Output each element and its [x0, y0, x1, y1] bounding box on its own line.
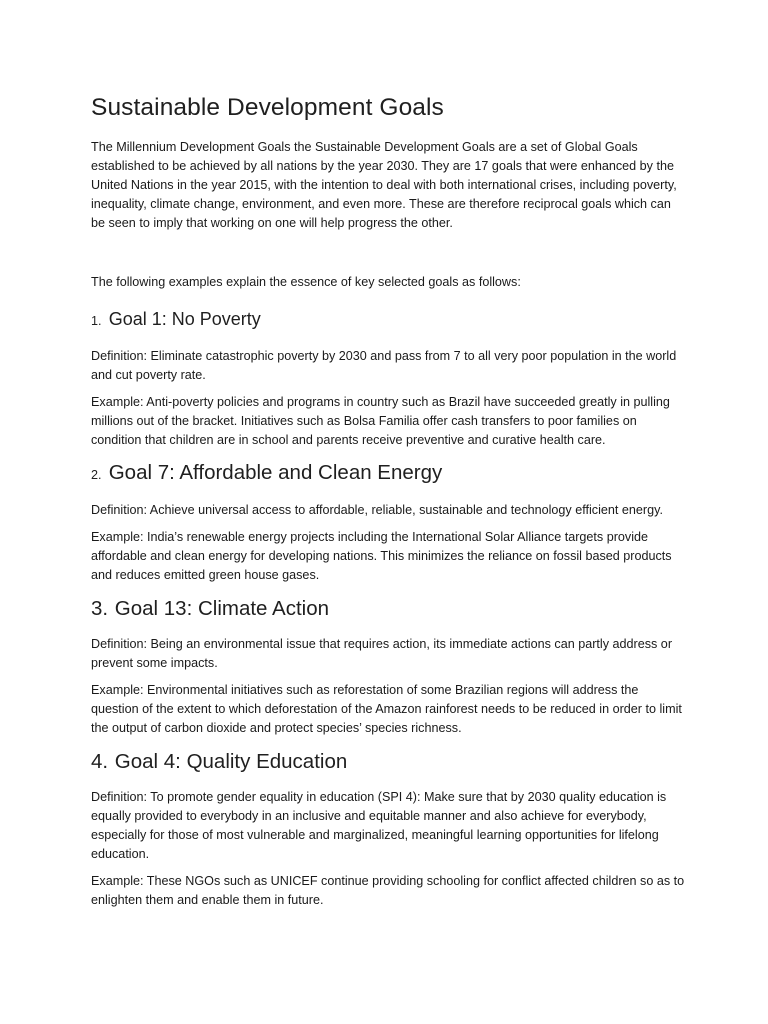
document-page — [91, 92, 687, 920]
goal-example: Example: India’s renewable energy projects including the International Solar Alliance targets provide affordable and clean energy for developing nations. This minimizes the reliance on fossil based products and reduces emitted green house gases. — [91, 530, 672, 582]
document-title: Sustainable Development Goals — [91, 94, 444, 121]
goal-section-3 — [91, 595, 687, 738]
goal-heading — [91, 306, 687, 334]
goal-example: Example: Environmental initiatives such as reforestation of some Brazilian regions will address the question of the extent to which deforestation of the Amazon rainforest needs to be reduced in order to limit the output of carbon dioxide and protect species’ species richness. — [91, 683, 682, 735]
goal-number: 4. — [91, 750, 109, 773]
goal-section-4 — [91, 748, 687, 910]
goal-heading — [91, 595, 687, 622]
lead-paragraph: The following examples explain the essence of key selected goals as follows: — [91, 275, 521, 289]
goal-section-2 — [91, 460, 687, 585]
goal-number: 1. — [91, 314, 102, 328]
goal-definition: Definition: Achieve universal access to affordable, reliable, sustainable and technology efficient energy. — [91, 503, 663, 517]
goal-heading — [91, 460, 687, 488]
goal-definition: Definition: Eliminate catastrophic poverty by 2030 and pass from 7 to all very poor population in the world and cut poverty rate. — [91, 349, 677, 382]
goal-number: 2. — [91, 468, 102, 482]
goal-definition: Definition: To promote gender equality in education (SPI 4): Make sure that by 2030 quality education is equally provided to everybody in an inclusive and equitable manner and also achieve for everybody, especially for those of most vulnerable and marginalized, meaningful learning opportunities for lifelong education. — [91, 790, 667, 861]
goal-title: Goal 13: Climate Action — [114, 597, 330, 620]
goal-title: Goal 4: Quality Education — [114, 750, 348, 773]
goal-section-1 — [91, 306, 687, 450]
goal-number: 3. — [91, 597, 109, 620]
goal-heading — [91, 748, 687, 775]
goal-title: Goal 7: Affordable and Clean Energy — [108, 461, 443, 484]
intro-paragraph: The Millennium Development Goals the Sustainable Development Goals are a set of Global Goals established to be achieved by all nations by the year 2030. They are 17 goals that were enhanced by the United Nations in the year 2015, with the intention to deal with both international crises, including poverty, inequality, climate change, environment, and even more. These are therefore reciprocal goals which can be seen to imply that working on one will help progress the other. — [91, 140, 677, 230]
goal-example: Example: Anti-poverty policies and programs in country such as Brazil have succeeded greatly in pulling millions out of the bracket. Initiatives such as Bolsa Familia offer cash transfers to poor families on condition that children are in school and parents receive preventive and curative health care. — [91, 395, 670, 447]
goal-definition: Definition: Being an environmental issue that requires action, its immediate actions can partly address or prevent some impacts. — [91, 637, 673, 670]
goal-example: Example: These NGOs such as UNICEF continue providing schooling for conflict affected children so as to enlighten them and enable them in future. — [91, 874, 685, 907]
goal-title: Goal 1: No Poverty — [108, 309, 261, 329]
